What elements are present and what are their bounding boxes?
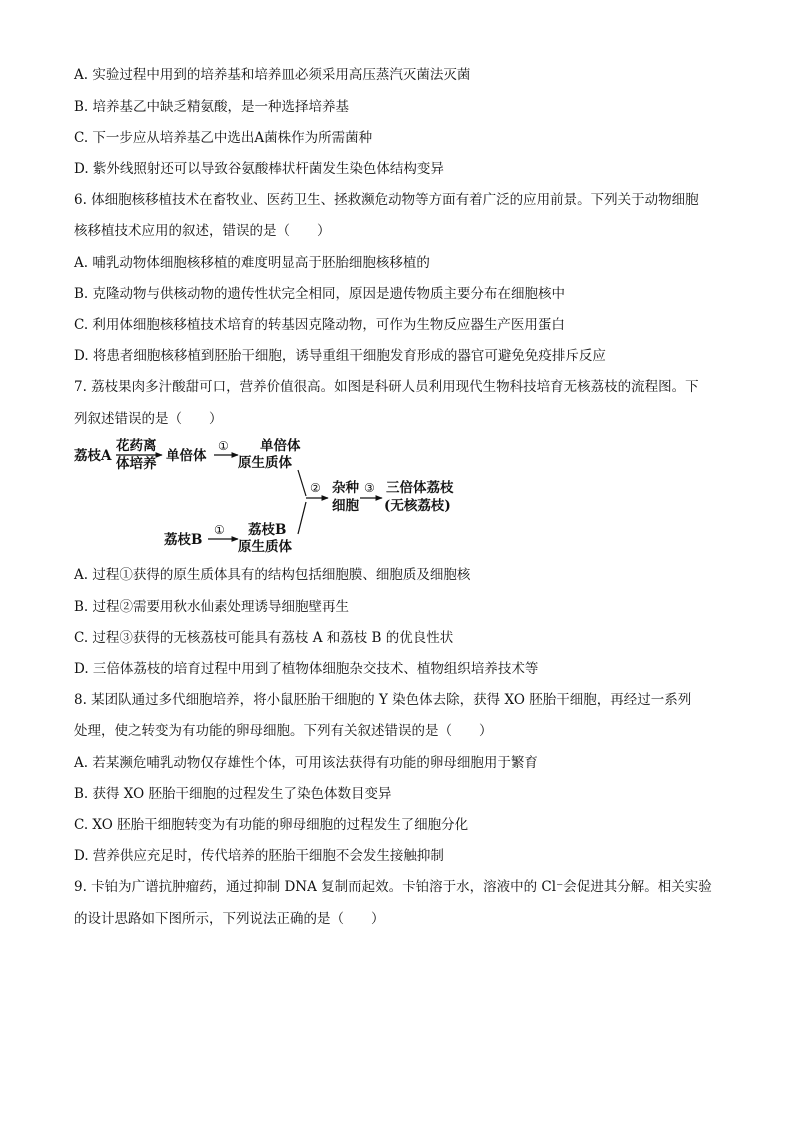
q8-option-b: B. 获得 XO 胚胎干细胞的过程发生了染色体数目变异 (74, 786, 392, 802)
litchi-a-label: 荔枝A (74, 448, 112, 464)
litchi-b-protoplast-top: 荔枝B (248, 522, 287, 538)
q7-option-b: B. 过程②需要用秋水仙素处理诱导细胞壁再生 (74, 599, 350, 615)
q9-stem-line2: 的设计思路如下图所示，下列说法正确的是（ ） (74, 911, 385, 927)
q9-stem-line1: 9. 卡铂为广谱抗肿瘤药，通过抑制 DNA 复制而起效。卡铂溶于水，溶液中的 Cl⁻会促进其分解。相关实验 (74, 879, 712, 895)
q6-option-d: D. 将患者细胞核移植到胚胎干细胞，诱导重组干细胞发育形成的器官可避免免疫排斥反应 (74, 348, 606, 364)
q5-option-c: C. 下一步应从培养基乙中选出A菌株作为所需菌种 (74, 130, 373, 146)
q8-option-a: A. 若某濒危哺乳动物仅存雄性个体，可用该法获得有功能的卵母细胞用于繁育 (74, 755, 538, 771)
step-2-label: ② (310, 481, 321, 495)
converge-line-bottom (298, 502, 306, 534)
q8-option-c: C. XO 胚胎干细胞转变为有功能的卵母细胞的过程发生了细胞分化 (74, 817, 469, 833)
q6-option-a: A. 哺乳动物体细胞核移植的难度明显高于胚胎细胞核移植的 (74, 255, 430, 271)
haploid-label: 单倍体 (166, 448, 207, 464)
q6-option-c: C. 利用体细胞核移植技术培育的转基因克隆动物，可作为生物反应器生产医用蛋白 (74, 317, 565, 333)
q7-stem-line1: 7. 荔枝果肉多汁酸甜可口，营养价值很高。如图是科研人员利用现代生物科技培育无核荔枝的流程图。下 (74, 379, 699, 395)
q8-stem-line2: 处理，使之转变为有功能的卵母细胞。下列有关叙述错误的是（ ） (74, 723, 493, 739)
step-1-top-label: ① (218, 439, 229, 453)
hybrid-cell-top: 杂种 (332, 480, 359, 496)
haploid-protoplast-bottom: 原生质体 (238, 455, 292, 471)
q5-option-a: A. 实验过程中用到的培养基和培养皿必须采用高压蒸汽灭菌法灭菌 (74, 67, 471, 83)
hybrid-cell-bottom: 细胞 (332, 498, 359, 514)
q6-option-b: B. 克隆动物与供核动物的遗传性状完全相同，原因是遗传物质主要分布在细胞核中 (74, 286, 566, 302)
litchi-breeding-flowchart (70, 434, 490, 556)
step-1-bottom-label: ① (214, 523, 225, 537)
seedless-litchi-label: (无核荔枝) (384, 498, 451, 514)
anther-culture-label-bottom: 体培养 (116, 456, 157, 472)
q6-stem-line2: 核移植技术应用的叙述，错误的是（ ） (74, 223, 331, 239)
q5-option-b: B. 培养基乙中缺乏精氨酸，是一种选择培养基 (74, 99, 350, 115)
q8-stem-line1: 8. 某团队通过多代细胞培养，将小鼠胚胎干细胞的 Y 染色体去除，获得 XO 胚胎干细胞，再经过一系列 (74, 692, 692, 708)
q7-stem-line2: 列叙述错误的是（ ） (74, 411, 223, 427)
step-3-label: ③ (364, 481, 375, 495)
q8-option-d: D. 营养供应充足时，传代培养的胚胎干细胞不会发生接触抑制 (74, 848, 444, 864)
anther-culture-label-top: 花药离 (116, 438, 157, 454)
converge-line-top (298, 470, 306, 496)
flowchart-svg (70, 434, 490, 556)
q7-option-d: D. 三倍体荔枝的培育过程中用到了植物体细胞杂交技术、植物组织培养技术等 (74, 661, 539, 677)
q5-option-d: D. 紫外线照射还可以导致谷氨酸棒状杆菌发生染色体结构变异 (74, 161, 444, 177)
q7-option-a: A. 过程①获得的原生质体具有的结构包括细胞膜、细胞质及细胞核 (74, 567, 471, 583)
q6-stem-line1: 6. 体细胞核移植技术在畜牧业、医药卫生、拯救濒危动物等方面有着广泛的应用前景。下列关于动物细胞 (74, 192, 699, 208)
litchi-b-label: 荔枝B (164, 532, 203, 548)
litchi-b-protoplast-bottom: 原生质体 (238, 539, 292, 555)
q7-option-c: C. 过程③获得的无核荔枝可能具有荔枝 A 和荔枝 B 的优良性状 (74, 630, 454, 646)
triploid-litchi-label: 三倍体荔枝 (386, 480, 454, 496)
haploid-protoplast-top: 单倍体 (260, 438, 301, 454)
